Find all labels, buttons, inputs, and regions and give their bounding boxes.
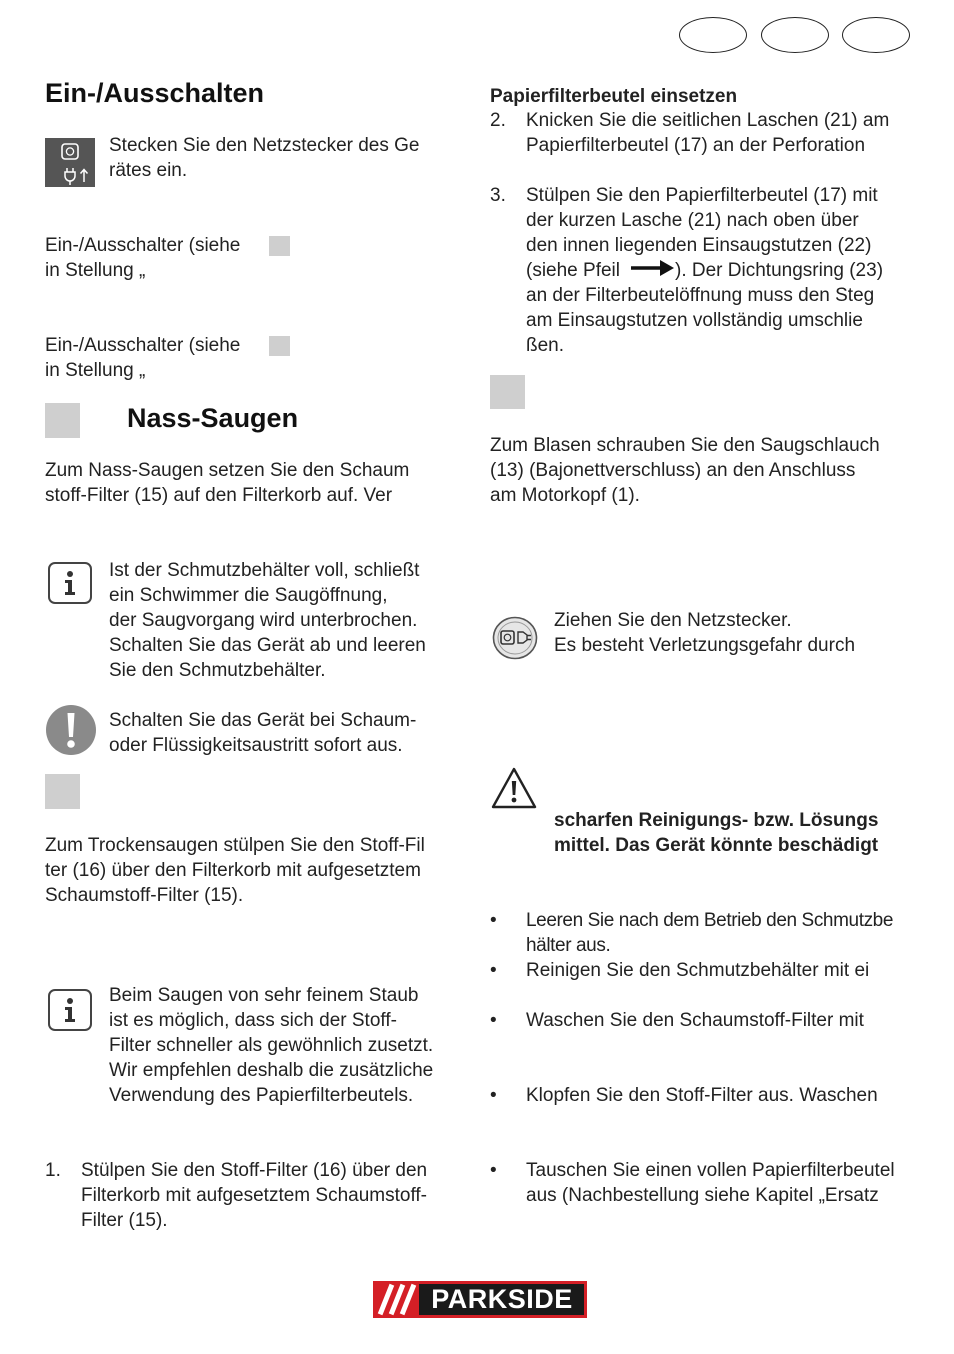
trocken-text-line-1: Zum Trockensaugen stülpen Sie den Stoff-Fil	[45, 835, 425, 856]
warn1-line-1: Schalten Sie das Gerät bei Schaum-	[109, 710, 417, 731]
section-number-square	[490, 375, 525, 409]
blasen-line-1: Zum Blasen schrauben Sie den Saugschlauch	[490, 435, 880, 456]
step2-number: 2.	[490, 110, 506, 131]
plug-text-line-2: rätes ein.	[109, 160, 188, 181]
info2-line-2: ist es möglich, dass sich der Stoff-	[109, 1010, 397, 1031]
placeholder-square	[269, 336, 290, 356]
step2-line-2: Papierfilterbeutel (17) an der Perforation	[526, 135, 866, 156]
section-number-square	[45, 403, 80, 438]
trocken-text-line-2: ter (16) über den Filterkorb mit aufgesetztem	[45, 860, 421, 881]
switch1-line-2: in Stellung „	[45, 260, 146, 281]
info2-line-5: Verwendung des Papierfilterbeutels.	[109, 1085, 414, 1106]
exclamation-icon	[46, 705, 96, 755]
step3-number: 3.	[490, 185, 506, 206]
bullet4-line-1: Klopfen Sie den Stoff-Filter aus. Waschen	[526, 1085, 878, 1106]
parkside-logo	[373, 1281, 587, 1318]
language-oval-2	[761, 17, 829, 53]
unplug-icon	[492, 616, 538, 660]
bullet1-line-2: hälter aus.	[526, 935, 611, 956]
info-icon	[48, 562, 92, 604]
step3-line-7: ßen.	[526, 335, 565, 356]
placeholder-square	[269, 236, 290, 256]
switch2-line-2: in Stellung „	[45, 360, 146, 381]
step3-line-5: an der Filterbeutelöffnung muss den Steg	[526, 285, 875, 306]
info1-line-1: Ist der Schmutzbehälter voll, schließt	[109, 560, 420, 581]
language-oval-3	[842, 17, 910, 53]
section-title-nass: Nass-Saugen	[127, 403, 299, 433]
caution-line-2: mittel. Das Gerät könnte beschädigt	[554, 835, 879, 856]
step3-line-4a: (siehe Pfeil	[526, 260, 620, 281]
info1-line-2: ein Schwimmer die Saugöffnung,	[109, 585, 388, 606]
plug-in-icon	[45, 138, 95, 187]
subtitle-papierfilter: Papierfilterbeutel einsetzen	[490, 86, 738, 107]
bullet5-line-1: Tauschen Sie einen vollen Papierfilterbeutel	[526, 1160, 895, 1181]
nass-text-line-2: stoff-Filter (15) auf den Filterkorb auf. Ver	[45, 485, 393, 506]
step3-line-4b: ). Der Dichtungsring (23)	[675, 260, 884, 281]
plug-text-line-1: Stecken Sie den Netzstecker des Ge	[109, 135, 420, 156]
section-title-ein-aus: Ein-/Ausschalten	[45, 78, 265, 108]
step2-line-1: Knicken Sie die seitlichen Laschen (21) am	[526, 110, 890, 131]
step3-line-3: den innen liegenden Einsaugstutzen (22)	[526, 235, 872, 256]
step1-line-3: Filter (15).	[81, 1210, 168, 1231]
unplug-line-1: Ziehen Sie den Netzstecker.	[554, 610, 792, 631]
logo-text: PARKSIDE	[431, 1284, 573, 1314]
bullet-marker: •	[490, 1010, 497, 1031]
unplug-line-2: Es besteht Verletzungsgefahr durch	[554, 635, 856, 656]
step3-line-1: Stülpen Sie den Papierfilterbeutel (17) mit	[526, 185, 878, 206]
step3-line-2: der kurzen Lasche (21) nach oben über	[526, 210, 859, 231]
info1-line-3: der Saugvorgang wird unterbrochen.	[109, 610, 418, 631]
info2-line-4: Wir empfehlen deshalb die zusätzliche	[109, 1060, 434, 1081]
trocken-text-line-3: Schaumstoff-Filter (15).	[45, 885, 244, 906]
bullet5-line-2: aus (Nachbestellung siehe Kapitel „Ersatz	[526, 1185, 879, 1206]
warn1-line-2: oder Flüssigkeitsaustritt sofort aus.	[109, 735, 403, 756]
step1-number: 1.	[45, 1160, 61, 1181]
step1-line-2: Filterkorb mit aufgesetztem Schaumstoff-	[81, 1185, 427, 1206]
step3-line-6: am Einsaugstutzen vollständig umschlie	[526, 310, 863, 331]
switch1-line-1: Ein-/Ausschalter (siehe	[45, 235, 241, 256]
arrow-right-icon	[629, 258, 677, 278]
bullet-marker: •	[490, 910, 497, 931]
bullet-marker: •	[490, 1085, 497, 1106]
bullet1-line-1: Leeren Sie nach dem Betrieb den Schmutzbe	[526, 910, 894, 931]
blasen-line-2: (13) (Bajonettverschluss) an den Anschluss	[490, 460, 856, 481]
info-icon	[48, 989, 92, 1031]
language-oval-1	[679, 17, 747, 53]
bullet2-line-1: Reinigen Sie den Schmutzbehälter mit ei	[526, 960, 870, 981]
bullet3-line-1: Waschen Sie den Schaumstoff-Filter mit	[526, 1010, 864, 1031]
blasen-line-3: am Motorkopf (1).	[490, 485, 640, 506]
info1-line-5: Sie den Schmutzbehälter.	[109, 660, 326, 681]
info2-line-1: Beim Saugen von sehr feinem Staub	[109, 985, 419, 1006]
step1-line-1: Stülpen Sie den Stoff-Filter (16) über den	[81, 1160, 428, 1181]
bullet-marker: •	[490, 1160, 497, 1181]
bullet-marker: •	[490, 960, 497, 981]
warning-triangle-icon	[490, 766, 538, 810]
nass-text-line-1: Zum Nass-Saugen setzen Sie den Schaum	[45, 460, 410, 481]
info1-line-4: Schalten Sie das Gerät ab und leeren	[109, 635, 426, 656]
caution-line-1: scharfen Reinigungs- bzw. Lösungs	[554, 810, 879, 831]
section-number-square	[45, 774, 80, 809]
info2-line-3: Filter schneller als gewöhnlich zusetzt.	[109, 1035, 434, 1056]
switch2-line-1: Ein-/Ausschalter (siehe	[45, 335, 241, 356]
